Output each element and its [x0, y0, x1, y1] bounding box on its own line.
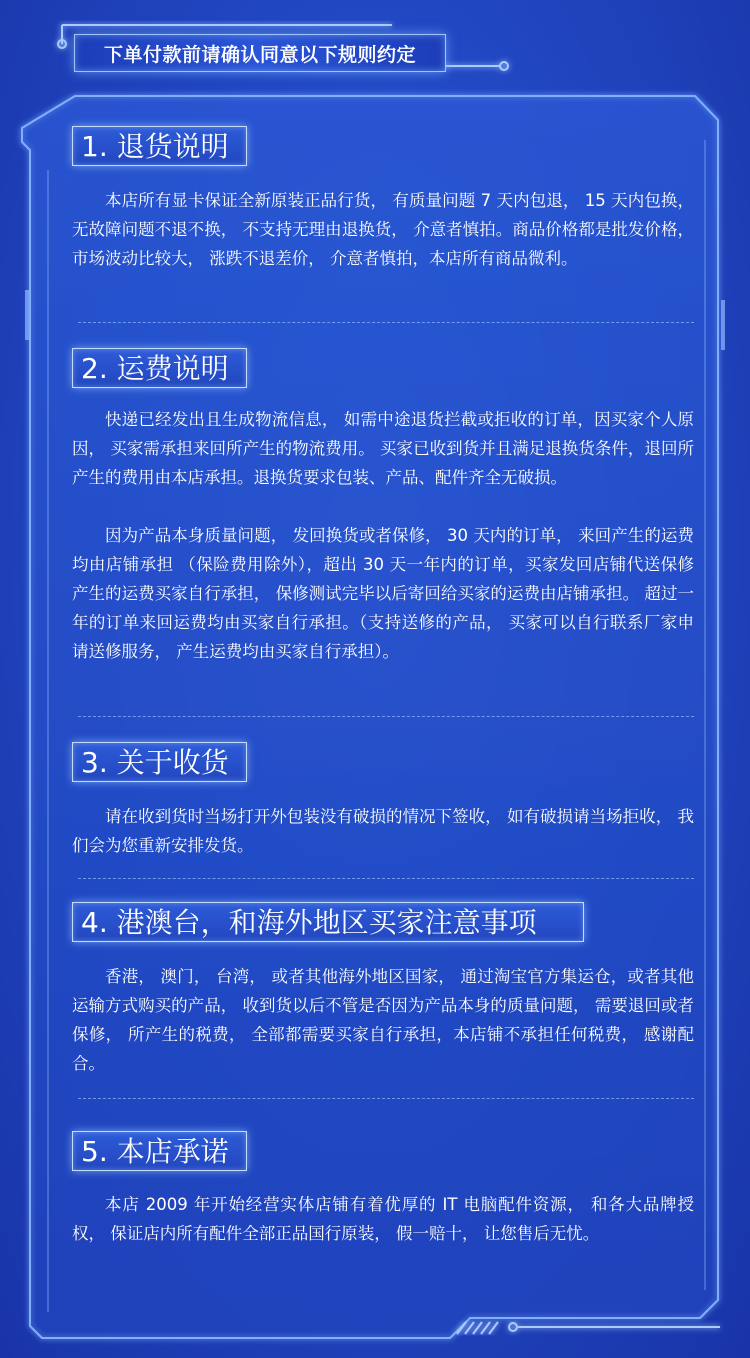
- section-divider: [78, 322, 694, 323]
- page-header-banner: [74, 34, 446, 72]
- section-4-text: 香港， 澳门， 台湾， 或者其他海外地区国家， 通过淘宝官方集运仓，或者其他运输方式购买的产品， 收到货以后不管是否因为产品本身的质量问题， 需要退回或者保修， 所产生的税费， 全部都需要买家自行承担，本店铺不承担任何税费， 感谢配合。: [72, 967, 694, 1073]
- section-divider: [78, 716, 694, 717]
- section-3-title: 3. 关于收货: [72, 742, 247, 782]
- section-2-text-2: 因为产品本身质量问题， 发回换货或者保修， 30 天内的订单， 来回产生的运费均由店铺承担 （保险费用除外），超出 30 天一年内的订单，买家发回店铺代送保修产生的运费买家自行承担， 保修测试完毕以后寄回给买家的运费由店铺承担。 超过一年的订单来回运费均由买家自行承担。（支持送修的产品， 买家可以自行联系厂家申请送修服务， 产生运费均由买家自行承担）。: [72, 526, 694, 661]
- section-2-title: 2. 运费说明: [72, 348, 247, 388]
- section-divider: [78, 878, 694, 879]
- page-header-title: 下单付款前请确认同意以下规则约定: [103, 43, 416, 66]
- section-5-title: 5. 本店承诺: [72, 1131, 247, 1171]
- section-divider: [78, 1098, 694, 1099]
- section-1-title: 1. 退货说明: [72, 126, 247, 166]
- bottom-decoration: [457, 1322, 720, 1334]
- section-2-text-1: 快递已经发出且生成物流信息， 如需中途退货拦截或拒收的订单，因买家个人原因， 买家需承担来回所产生的物流费用。 买家已收到货并且满足退换货条件，退回所产生的费用由本店承担。退换货要求包装、产品、配件齐全无破损。: [72, 410, 694, 487]
- section-1-text: 本店所有显卡保证全新原装正品行货， 有质量问题 7 天内包退， 15 天内包换，无故障问题不退不换， 不支持无理由退换货， 介意者慎拍。商品价格都是批发价格，市场波动比较大， 涨跌不退差价， 介意者慎拍，本店所有商品微利。: [72, 191, 694, 268]
- section-5-text: 本店 2009 年开始经营实体店铺有着优厚的 IT 电脑配件资源， 和各大品牌授权， 保证店内所有配件全部正品国行原装， 假一赔十， 让您售后无忧。: [72, 1195, 694, 1243]
- section-4-title: 4. 港澳台，和海外地区买家注意事项: [72, 902, 584, 942]
- section-3-text: 请在收到货时当场打开外包装没有破损的情况下签收， 如有破损请当场拒收， 我们会为您重新安排发货。: [72, 807, 694, 855]
